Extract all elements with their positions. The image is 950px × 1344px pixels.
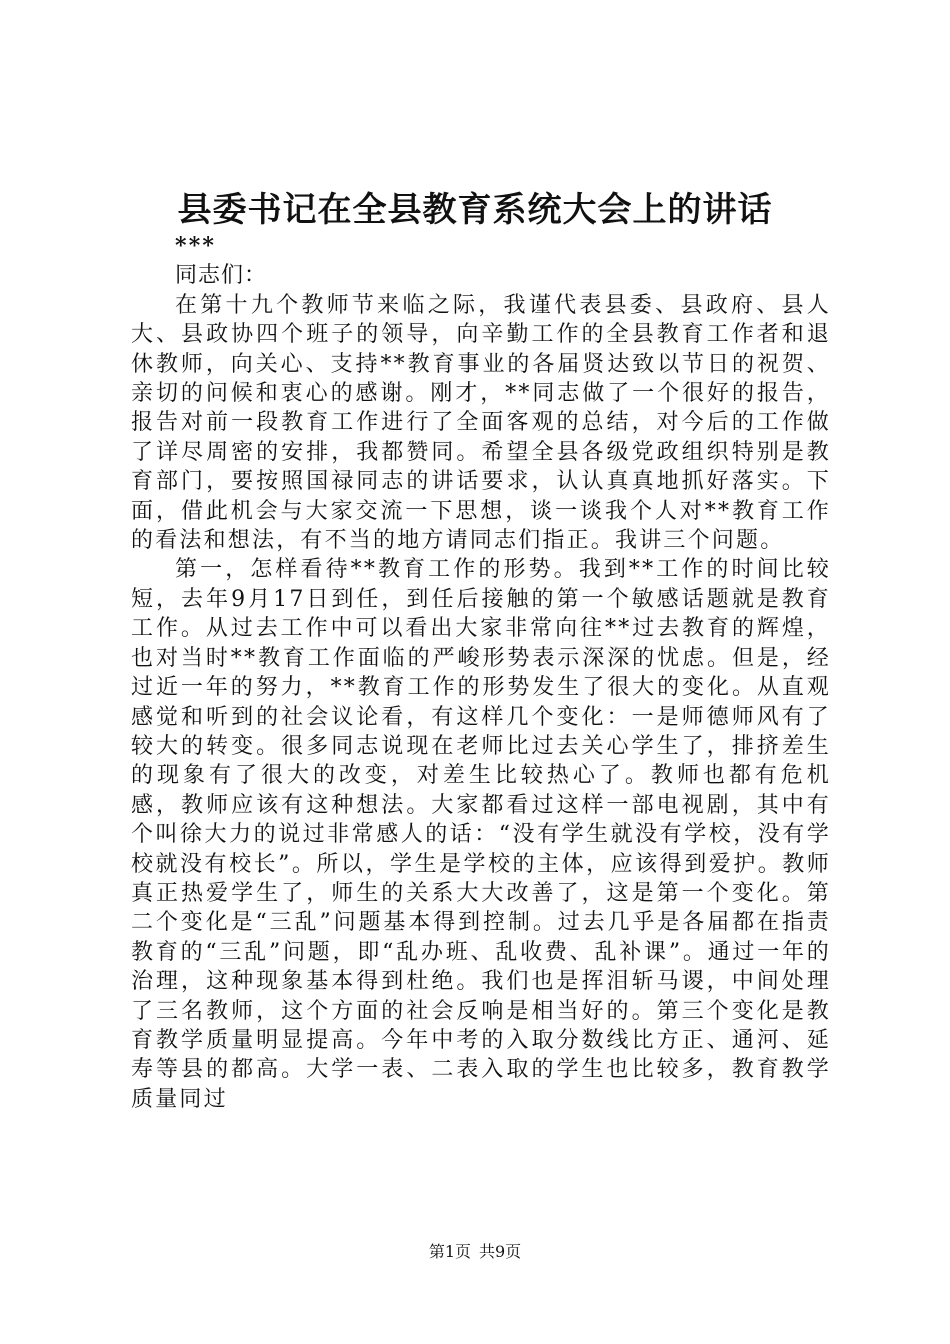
salutation: 同志们： — [175, 263, 268, 289]
body-paragraph: 在第十九个教师节来临之际，我谨代表县委、县政府、县人大、县政协四个班子的领导，向辛勤工作的全县教育工作者和退休教师，向关心、支持**教育事业的各届贤达致以节日的祝贺、亲切的问候和衷心的感谢。刚才，**同志做了一个很好的报告，报告对前一段教育工作进行了全面客观的总结，对今后的工作做了详尽周密的安排，我都赞同。希望全县各级党政组织特别是教育部门，要按照国禄同志的讲话要求，认认真真地抓好落实。下面，借此机会与大家交流一下思想，谈一谈我个人对**教育工作的看法和想法，有不当的地方请同志们指正。我讲三个问题。 — [131, 292, 831, 554]
body-paragraph: 第一，怎样看待**教育工作的形势。我到**工作的时间比较短，去年9月17日到任，到任后接触的第一个敏感话题就是教育工作。从过去工作中可以看出大家非常向往**过去教育的辉煌，也对当时**教育工作面临的严峻形势表示深深的忧虑。但是，经过近一年的努力，**教育工作的形势发生了很大的变化。从直观感觉和听到的社会议论看，有这样几个变化：一是师德师风有了较大的转变。很多同志说现在老师比过去关心学生了，排挤差生的现象有了很大的改变，对差生比较热心了。教师也都有危机感，教师应该有这种想法。大家都看过这样一部电视剧，其中有个叫徐大力的说过非常感人的话：“没有学生就没有学校，没有学校就没有校长”。所以，学生是学校的主体，应该得到爱护。教师真正热爱学生了，师生的关系大大改善了，这是第一个变化。第二个变化是“三乱”问题基本得到控制。过去几乎是各届都在指责教育的“三乱”问题，即“乱办班、乱收费、乱补课”。通过一年的治理，这种现象基本得到杜绝。我们也是挥泪斩马谡，中间处理了三名教师，这个方面的社会反响是相当好的。第三个变化是教育教学质量明显提高。今年中考的入取分数线比方正、通河、延寿等县的都高。大学一表、二表入取的学生也比较多，教育教学质量同过 — [131, 557, 831, 1112]
page-footer — [0, 1241, 950, 1263]
page-number: 第1页 — [428, 1242, 471, 1261]
author-line: *** — [175, 233, 217, 259]
document-body — [131, 232, 831, 1114]
page-total: 共9页 — [479, 1242, 522, 1261]
document-title: 县委书记在全县教育系统大会上的讲话 — [177, 190, 773, 230]
